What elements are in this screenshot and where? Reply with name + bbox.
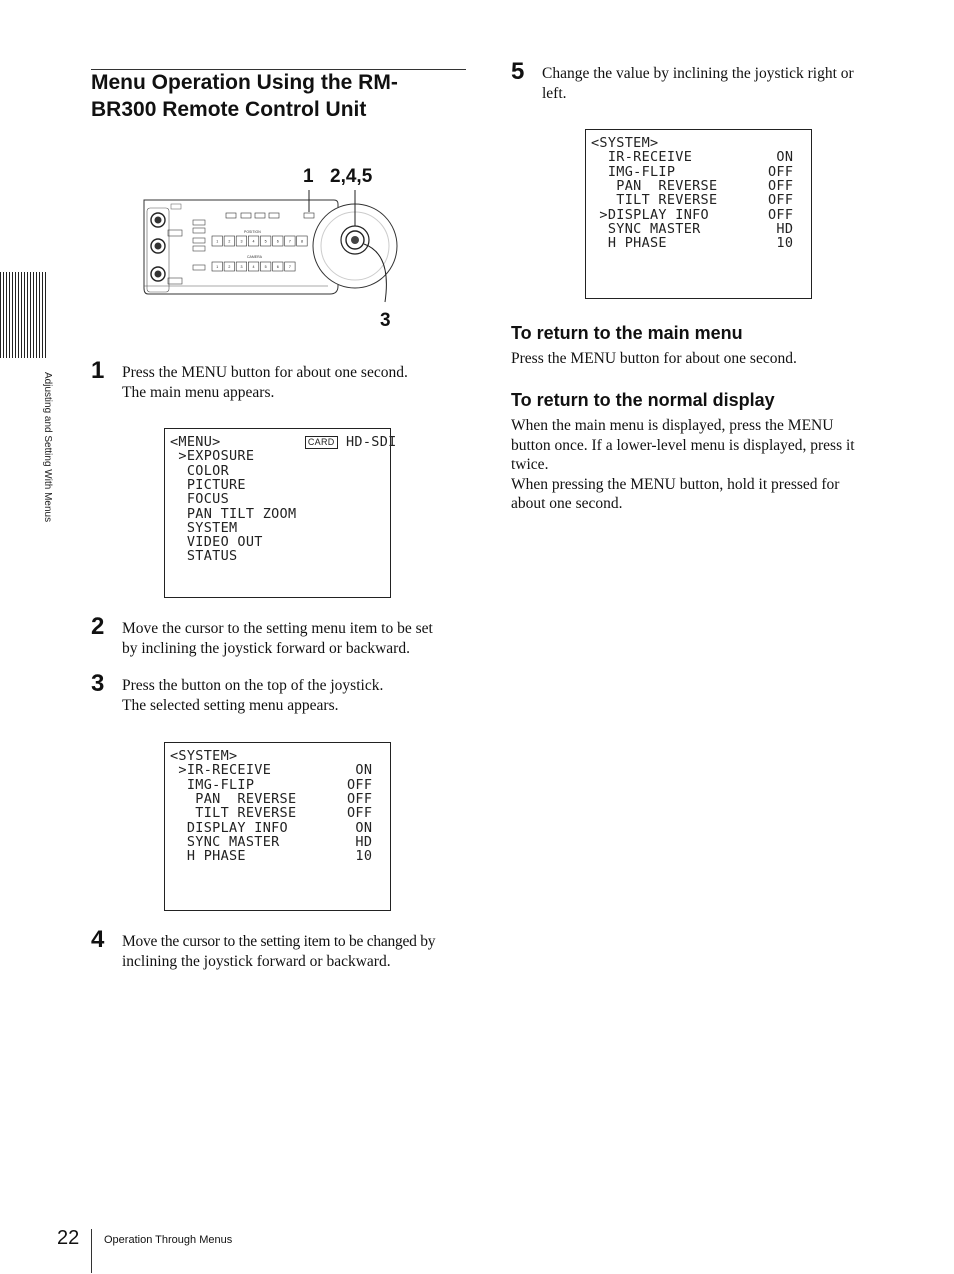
osd-system1-line: IMG-FLIP OFF	[170, 776, 373, 793]
osd-system2-line: >DISPLAY INFO OFF	[591, 206, 794, 223]
osd-main-line: STATUS	[170, 548, 238, 565]
camera-keys	[212, 262, 295, 271]
step-5-text	[542, 64, 854, 103]
position-label: POSITION	[244, 230, 261, 234]
return-normal-text	[511, 416, 855, 514]
step-3-text	[122, 676, 383, 715]
osd-main-line: PICTURE	[170, 476, 246, 493]
footer-section-name: Operation Through Menus	[104, 1234, 233, 1246]
return-normal-line-5: about one second.	[511, 495, 623, 512]
osd-main-header	[170, 435, 397, 449]
osd-system-menu-step5	[585, 129, 812, 299]
section-title	[91, 69, 466, 123]
page-number: 22	[57, 1227, 80, 1249]
step-4-line-2: inclining the joystick forward or backward.	[122, 952, 391, 970]
osd-system1-line: H PHASE 10	[170, 848, 373, 865]
camera-key-label: 4	[252, 264, 255, 269]
return-normal-line-2: button once. If a lower-level menu is displayed, press it	[511, 436, 855, 454]
joystick-top-button-center	[351, 236, 359, 244]
position-key-label: 2	[228, 239, 231, 244]
osd-system2-line: TILT REVERSE OFF	[591, 192, 794, 209]
osd-main-line: PAN TILT ZOOM	[170, 505, 297, 522]
step-2-text	[122, 619, 433, 658]
camera-key-label: 5	[264, 264, 267, 269]
step-5-number: 5	[511, 58, 525, 85]
position-key-label: 4	[252, 239, 255, 244]
camera-key-label: 1	[216, 264, 219, 269]
return-main-heading: To return to the main menu	[511, 323, 743, 343]
osd-main-line: COLOR	[170, 462, 229, 479]
remote-control-illustration	[138, 190, 398, 306]
position-key-label: 5	[264, 239, 267, 244]
footer-rule	[91, 1229, 92, 1273]
step-5-line-1: Change the value by inclining the joystick right or	[542, 65, 854, 82]
osd-main-line: FOCUS	[170, 491, 229, 508]
step-4-line-1: Move the cursor to the setting item to be changed by	[122, 933, 436, 950]
step-1-number: 1	[91, 357, 105, 384]
step-2-number: 2	[91, 613, 105, 640]
step-1-text	[122, 363, 408, 402]
return-main-text: Press the MENU button for about one second.	[511, 350, 797, 367]
osd-system2-line: IMG-FLIP OFF	[591, 163, 794, 180]
osd-main-menu	[164, 428, 397, 598]
step-2-line-1: Move the cursor to the setting menu item to be set	[122, 620, 433, 637]
step-1-line-1: Press the MENU button for about one second.	[122, 364, 408, 381]
chapter-label: Adjusting and Setting With Menus	[42, 372, 53, 523]
position-key-label: 8	[300, 239, 303, 244]
camera-key-label: 7	[288, 264, 291, 269]
camera-label: CAMERA	[247, 255, 262, 259]
osd-system1-line: TILT REVERSE OFF	[170, 805, 373, 822]
section-title-line-2: BR300 Remote Control Unit	[91, 98, 367, 121]
osd-system2-line: PAN REVERSE OFF	[591, 177, 794, 194]
step-4-number: 4	[91, 926, 105, 953]
osd-main-line: >EXPOSURE	[170, 448, 255, 465]
menu-button	[304, 213, 314, 218]
osd-system1-line: PAN REVERSE OFF	[170, 790, 373, 807]
card-icon: CARD	[305, 436, 338, 449]
chapter-tab-marker	[0, 272, 46, 358]
return-normal-line-3: twice.	[511, 456, 549, 473]
osd-system2-line: SYNC MASTER HD	[591, 220, 794, 237]
osd-system2-line: <SYSTEM>	[591, 135, 659, 151]
osd-system1-line: SYNC MASTER HD	[170, 833, 373, 850]
return-normal-heading: To return to the normal display	[511, 390, 775, 410]
position-key-label: 1	[216, 239, 219, 244]
osd-system2-line: H PHASE 10	[591, 235, 794, 252]
callout-joystick: 2,4,5	[330, 166, 373, 187]
position-key-label: 7	[288, 239, 291, 244]
callout-joystick-top-button: 3	[380, 310, 391, 331]
camera-key-label: 6	[276, 264, 279, 269]
section-title-line-1: Menu Operation Using the RM-	[91, 71, 398, 94]
osd-main-output: HD-SDI	[346, 434, 397, 450]
position-key-label: 3	[240, 239, 243, 244]
step-2-line-2: by inclining the joystick forward or backward.	[122, 639, 410, 657]
step-3-number: 3	[91, 670, 105, 697]
osd-system1-line: <SYSTEM>	[170, 748, 238, 764]
step-5-line-2: left.	[542, 84, 567, 102]
osd-system2-line: IR-RECEIVE ON	[591, 149, 794, 166]
camera-key-label: 3	[240, 264, 243, 269]
return-normal-line-1: When the main menu is displayed, press the MENU	[511, 417, 834, 434]
camera-key-label: 2	[228, 264, 231, 269]
return-normal-line-4: When pressing the MENU button, hold it pressed for	[511, 475, 840, 493]
osd-system1-line: >IR-RECEIVE ON	[170, 762, 373, 779]
osd-system-menu-step3	[164, 742, 391, 911]
osd-main-title: <MENU>	[170, 434, 221, 450]
osd-system1-line: DISPLAY INFO ON	[170, 819, 373, 836]
osd-main-line: VIDEO OUT	[170, 534, 263, 551]
step-4-text	[122, 932, 435, 971]
step-3-line-1: Press the button on the top of the joystick.	[122, 677, 384, 694]
step-3-line-2: The selected setting menu appears.	[122, 696, 339, 714]
step-1-line-2: The main menu appears.	[122, 383, 275, 401]
position-key-label: 6	[276, 239, 279, 244]
osd-main-line: SYSTEM	[170, 519, 238, 536]
callout-menu-button: 1	[303, 166, 314, 187]
